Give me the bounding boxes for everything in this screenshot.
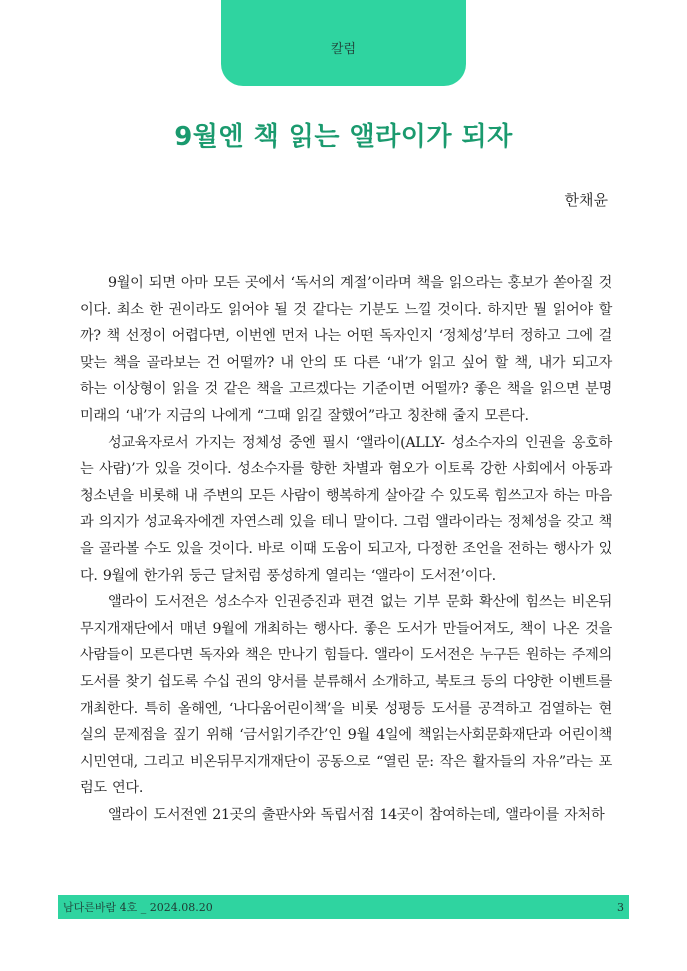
section-tab-label: 칼럼	[330, 41, 357, 57]
paragraph: 앨라이 도서전엔 21곳의 출판사와 독립서점 14곳이 참여하는데, 앨라이를 자처하	[108, 806, 605, 823]
section-tab	[221, 0, 466, 86]
footer-publication: 남다른바람 4호 _ 2024.08.20	[63, 901, 213, 914]
paragraph: 앨라이 도서전은 성소수자 인권증진과 편견 없는 기부 문화 확산에 힘쓰는 비온뒤무지개재단에서 매년 9월에 개최하는 행사다. 좋은 도서가 만들어져도, 책이 나온 것을 사람들이 모른다면 독자와 책은 만나기 힘들다. 앨라이 도서전은 누구든 원하는 주제의 도서를 찾기 쉽도록 수십 권의 양서를 분류해서 소개하고, 북토크 등의 다양한 이벤트를 개최한다. 특히 올해엔, ‘나다움어린이책’을 비롯 성평등 도서를 공격하고 검열하는 현실의 문제점을 짚기 위해 ‘금서읽기주간’인 9월 4일에 책읽는사회문화재단과 어린이책시민연대, 그리고 비온뒤무지개재단이 공동으로 “열린 문: 작은 활자들의 자유”라는 포럼도 연다.	[80, 594, 612, 797]
paragraph: 성교육자로서 가지는 정체성 중엔 필시 ‘앨라이(ALLY- 성소수자의 인권을 옹호하는 사람)’가 있을 것이다. 성소수자를 향한 차별과 혐오가 이토록 강한 사회에서 아동과 청소년을 비롯해 내 주변의 모든 사람이 행복하게 살아갈 수 있도록 힘쓰고자 하는 마음과 의지가 성교육자에겐 자연스레 있을 테니 말이다. 그럼 앨라이라는 정체성을 갖고 책을 골라볼 수도 있을 것이다. 바로 이때 도움이 되고자, 다정한 조언을 전하는 행사가 있다. 9월에 한가위 둥근 달처럼 풍성하게 열리는 ‘앨라이 도서전’이다.	[80, 434, 612, 584]
page-number: 3	[617, 900, 624, 914]
article-body	[80, 270, 612, 828]
article-title: 9월엔 책 읽는 앨라이가 되자	[174, 122, 513, 152]
footer-bar	[58, 895, 629, 919]
paragraph: 9월이 되면 아마 모든 곳에서 ‘독서의 계절’이라며 책을 읽으라는 홍보가 쏟아질 것이다. 최소 한 권이라도 읽어야 될 것 같다는 기분도 느낄 것이다. 하지만 뭘 읽어야 할까? 책 선정이 어렵다면, 이번엔 먼저 나는 어떤 독자인지 ‘정체성’부터 정하고 그에 걸맞는 책을 골라보는 건 어떨까? 내 안의 또 다른 ‘내’가 읽고 싶어 할 책, 내가 되고자 하는 이상형이 읽을 것 같은 책을 고르겠다는 기준이면 어떨까? 좋은 책을 읽으면 분명 미래의 ‘내’가 지금의 나에게 “그때 읽길 잘했어”라고 칭찬해 줄지 모른다.	[80, 275, 612, 424]
article-author: 한채윤	[564, 191, 608, 209]
